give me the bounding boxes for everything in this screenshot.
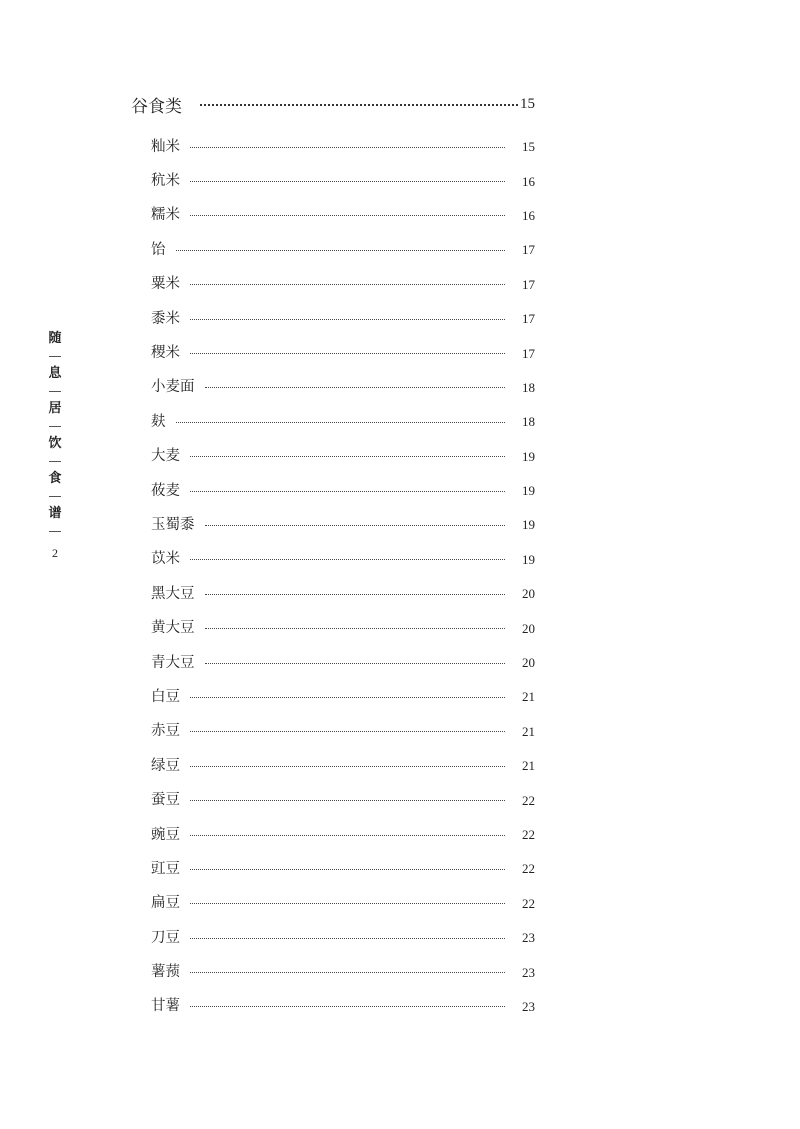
toc-entry[interactable] bbox=[151, 231, 535, 265]
toc-entry-page: 23 bbox=[522, 930, 535, 946]
dot-leader bbox=[190, 938, 505, 939]
toc-entry-label: 黑大豆 bbox=[151, 585, 195, 602]
toc-entry[interactable] bbox=[151, 162, 535, 196]
toc-entry[interactable] bbox=[151, 266, 535, 300]
toc-entry[interactable] bbox=[151, 438, 535, 472]
toc-entry-label: 麸 bbox=[151, 413, 166, 430]
toc-entry-page: 17 bbox=[522, 345, 535, 361]
dot-leader bbox=[190, 800, 505, 801]
dot-leader bbox=[205, 525, 506, 526]
title-separator bbox=[49, 496, 61, 497]
page-number: 2 bbox=[52, 546, 58, 560]
toc-entry-page: 20 bbox=[522, 586, 535, 602]
toc-entry[interactable] bbox=[151, 197, 535, 231]
toc-entry[interactable] bbox=[151, 575, 535, 609]
toc-entry-page: 20 bbox=[522, 620, 535, 636]
title-separator bbox=[49, 426, 61, 427]
toc-entry-page: 21 bbox=[522, 689, 535, 705]
toc-entry-page: 19 bbox=[522, 483, 535, 499]
toc-entry-page: 19 bbox=[522, 448, 535, 464]
toc-entry-page: 19 bbox=[522, 517, 535, 533]
toc-entry-page: 21 bbox=[522, 723, 535, 739]
dot-leader bbox=[190, 284, 505, 285]
dot-leader bbox=[190, 181, 505, 182]
toc-entry-label: 苡米 bbox=[151, 551, 180, 568]
dot-leader bbox=[190, 456, 505, 457]
dot-leader bbox=[176, 422, 506, 423]
toc-entry-page: 18 bbox=[522, 379, 535, 395]
toc-entry-label: 稷米 bbox=[151, 345, 180, 362]
running-title-char: 居 bbox=[48, 401, 62, 416]
toc-entry[interactable] bbox=[151, 816, 535, 850]
running-title-char: 息 bbox=[48, 366, 62, 381]
title-separator bbox=[49, 356, 61, 357]
toc-entry-page: 21 bbox=[522, 758, 535, 774]
toc-entry-label: 糯米 bbox=[151, 207, 180, 224]
toc-entry-label: 小麦面 bbox=[151, 379, 195, 396]
dot-leader bbox=[200, 104, 518, 106]
toc-entry[interactable] bbox=[151, 885, 535, 919]
toc-entry-list bbox=[151, 128, 535, 1022]
toc-category-row[interactable] bbox=[131, 92, 535, 116]
dot-leader bbox=[190, 1006, 505, 1007]
running-title-sidebar bbox=[44, 330, 66, 562]
toc-entry-page: 20 bbox=[522, 655, 535, 671]
toc-category-page: 15 bbox=[520, 95, 535, 112]
dot-leader bbox=[190, 731, 505, 732]
toc-entry-page: 16 bbox=[522, 173, 535, 189]
toc-entry[interactable] bbox=[151, 403, 535, 437]
dot-leader bbox=[190, 491, 505, 492]
toc-entry-label: 绿豆 bbox=[151, 757, 180, 774]
toc-entry-label: 粟米 bbox=[151, 276, 180, 293]
toc-entry-page: 15 bbox=[522, 139, 535, 155]
toc-entry[interactable] bbox=[151, 747, 535, 781]
toc-entry-label: 黄大豆 bbox=[151, 620, 195, 637]
toc-entry[interactable] bbox=[151, 781, 535, 815]
toc-entry-page: 22 bbox=[522, 895, 535, 911]
toc-entry-label: 玉蜀黍 bbox=[151, 516, 195, 533]
toc-entry[interactable] bbox=[151, 541, 535, 575]
toc-entry[interactable] bbox=[151, 644, 535, 678]
title-separator bbox=[49, 391, 61, 392]
title-separator bbox=[49, 461, 61, 462]
toc-entry[interactable] bbox=[151, 609, 535, 643]
dot-leader bbox=[176, 250, 506, 251]
toc-entry[interactable] bbox=[151, 850, 535, 884]
toc-entry-page: 17 bbox=[522, 276, 535, 292]
toc-entry-label: 豇豆 bbox=[151, 860, 180, 877]
dot-leader bbox=[190, 697, 505, 698]
dot-leader bbox=[205, 628, 506, 629]
dot-leader bbox=[190, 147, 505, 148]
toc-entry[interactable] bbox=[151, 334, 535, 368]
dot-leader bbox=[190, 766, 505, 767]
toc-entry-page: 16 bbox=[522, 207, 535, 223]
toc-entry-label: 黍米 bbox=[151, 310, 180, 327]
toc-entry-page: 18 bbox=[522, 414, 535, 430]
running-title-char: 谱 bbox=[48, 506, 62, 521]
dot-leader bbox=[190, 972, 505, 973]
dot-leader bbox=[190, 319, 505, 320]
toc-entry[interactable] bbox=[151, 369, 535, 403]
toc-entry-label: 秔米 bbox=[151, 173, 180, 190]
toc-entry-label: 蚕豆 bbox=[151, 792, 180, 809]
dot-leader bbox=[190, 353, 505, 354]
toc-entry-page: 22 bbox=[522, 792, 535, 808]
dot-leader bbox=[190, 835, 505, 836]
toc-entry[interactable] bbox=[151, 300, 535, 334]
toc-entry-page: 23 bbox=[522, 998, 535, 1014]
running-title-char: 随 bbox=[48, 331, 62, 346]
toc-entry-label: 甘薯 bbox=[151, 998, 180, 1015]
toc-entry-label: 刀豆 bbox=[151, 929, 180, 946]
dot-leader bbox=[190, 559, 505, 560]
toc-entry[interactable] bbox=[151, 128, 535, 162]
toc-entry-label: 饴 bbox=[151, 241, 166, 258]
toc-entry-label: 扁豆 bbox=[151, 895, 180, 912]
dot-leader bbox=[190, 903, 505, 904]
toc-entry-label: 籼米 bbox=[151, 138, 180, 155]
toc-entry-page: 17 bbox=[522, 311, 535, 327]
toc-entry-page: 22 bbox=[522, 861, 535, 877]
toc-category-label: 谷食类 bbox=[131, 96, 182, 117]
toc-entry[interactable] bbox=[151, 713, 535, 747]
toc-entry-label: 青大豆 bbox=[151, 654, 195, 671]
toc-entry-page: 22 bbox=[522, 827, 535, 842]
toc-entry[interactable] bbox=[151, 953, 535, 987]
dot-leader bbox=[205, 387, 506, 388]
toc-entry-page: 19 bbox=[522, 551, 535, 567]
dot-leader bbox=[205, 663, 506, 664]
running-title-char: 饮 bbox=[48, 436, 62, 451]
toc-entry-label: 薯蓣 bbox=[151, 964, 180, 981]
dot-leader bbox=[190, 869, 505, 870]
toc-entry[interactable] bbox=[151, 988, 535, 1022]
dot-leader bbox=[205, 594, 506, 595]
toc-entry-page: 23 bbox=[522, 964, 535, 980]
title-separator bbox=[49, 531, 61, 532]
toc-entry[interactable] bbox=[151, 472, 535, 506]
toc-entry-label: 豌豆 bbox=[151, 826, 180, 843]
toc-entry-label: 白豆 bbox=[151, 688, 180, 705]
toc-entry-page: 17 bbox=[522, 242, 535, 258]
toc-entry[interactable] bbox=[151, 678, 535, 712]
toc-entry-label: 赤豆 bbox=[151, 723, 180, 740]
running-title-char: 食 bbox=[48, 471, 62, 486]
dot-leader bbox=[190, 215, 505, 216]
toc-entry-label: 大麦 bbox=[151, 448, 180, 465]
toc-entry[interactable] bbox=[151, 919, 535, 953]
toc-entry-label: 莜麦 bbox=[151, 482, 180, 499]
toc-entry[interactable] bbox=[151, 506, 535, 540]
